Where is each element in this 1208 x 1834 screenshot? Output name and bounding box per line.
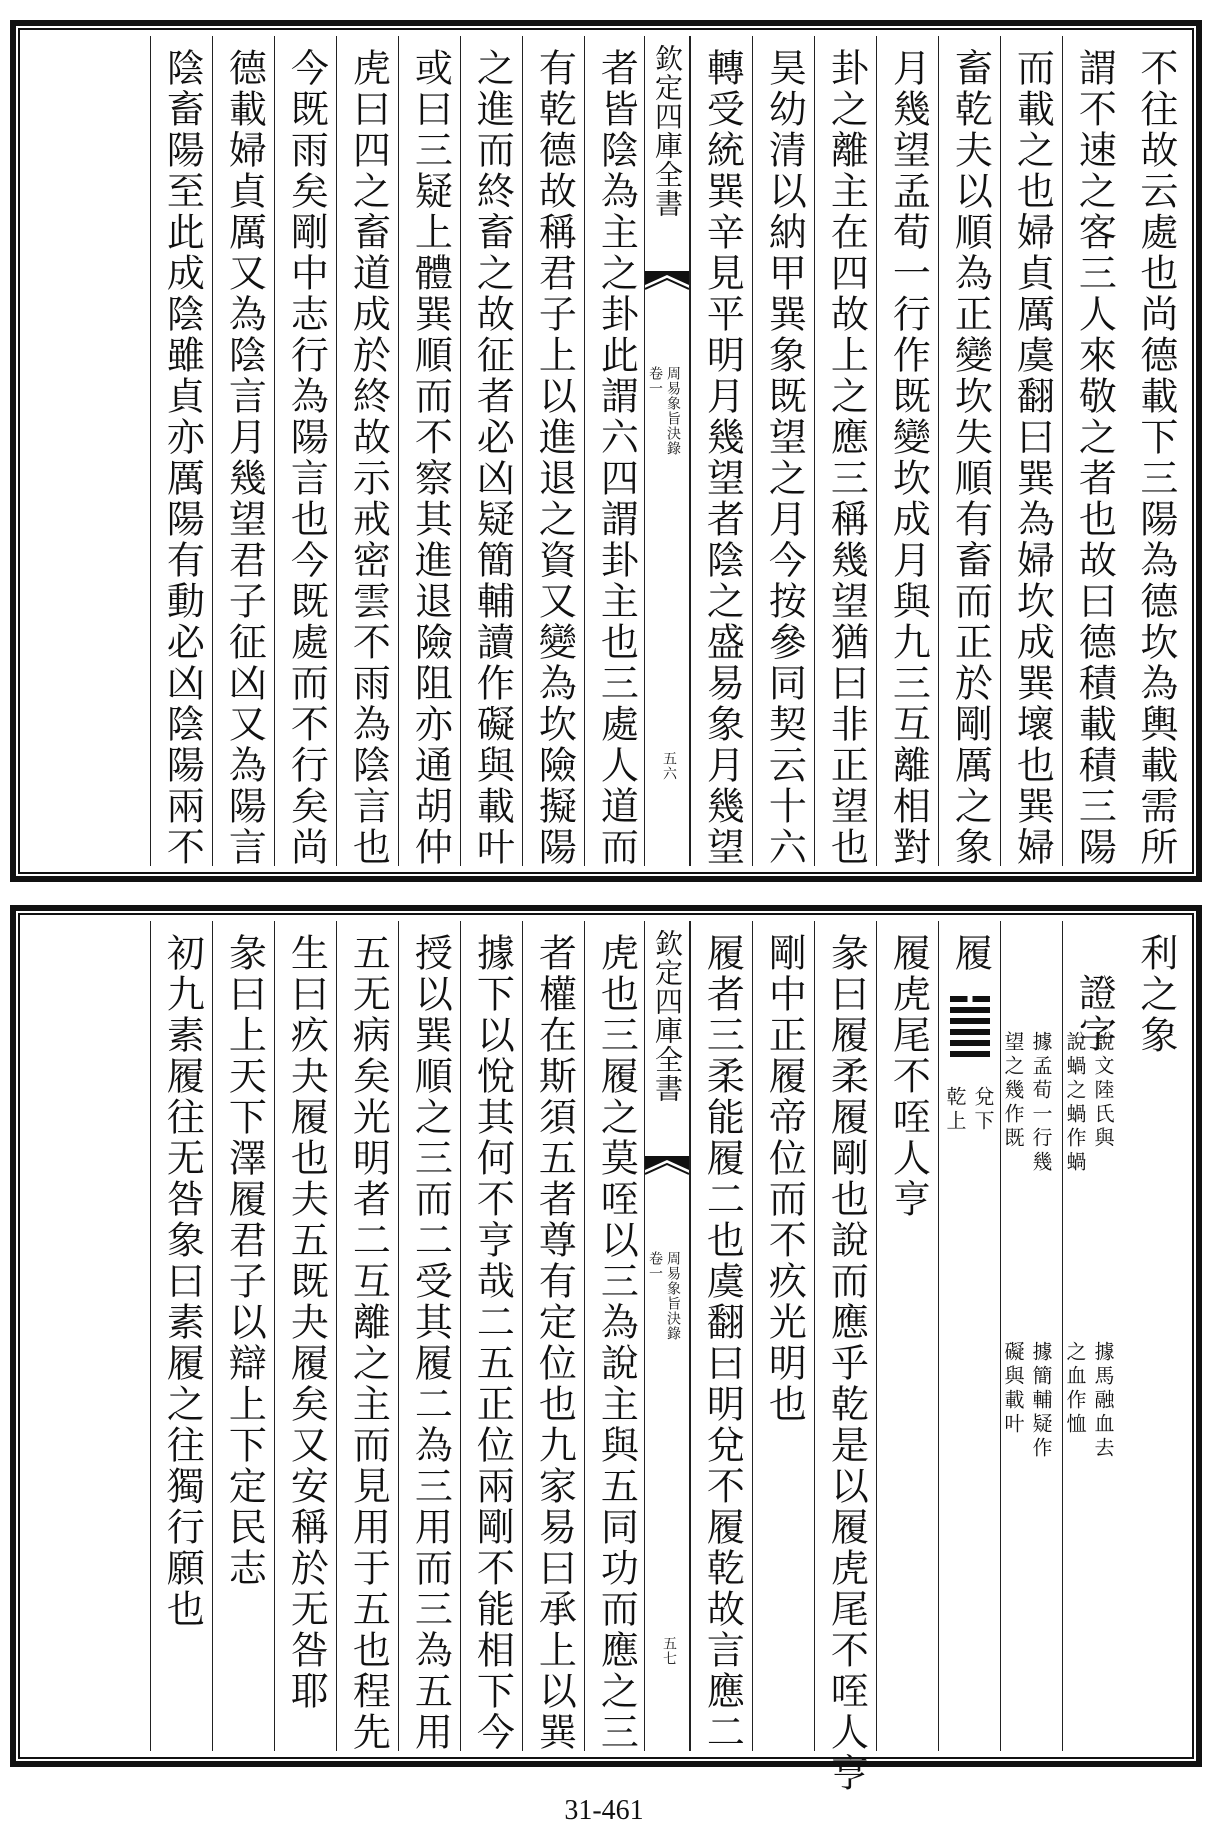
fold-column [644, 36, 690, 866]
fold-volume: 卷一 [647, 1251, 663, 1281]
trigram-lower: 兌下 [971, 1086, 995, 1134]
text-column: 卦之離主在四故上之應三稱幾望猶曰非正望也 [814, 36, 876, 866]
text-column: 月幾望孟荀一行作既變坎成月與九三互離相對 [876, 36, 938, 866]
text-column: 陰畜陽至此成陰雖貞亦厲陽有動必凶陰陽兩不 [150, 36, 212, 866]
text-column: 彖曰履柔履剛也說而應乎乾是以履虎尾不咥人亨 [814, 921, 876, 1751]
bottom-panel-columns [26, 921, 1186, 1794]
text-column: 德載婦貞厲又為陰言月幾望君子征凶又為陽言 [212, 36, 274, 866]
bottom-panel [10, 905, 1202, 1794]
text-column: 據下以悅其何不亨哉二五正位兩剛不能相下今 [460, 921, 522, 1751]
text-column: 履虎尾不咥人亨 [876, 921, 938, 1751]
text-column: 虎也三履之莫咥以三為說主與五同功而應之三 [584, 921, 646, 1751]
fishtail-mark-icon [645, 1156, 689, 1206]
fold-title: 欽定四庫全書 [651, 44, 684, 218]
text-column: 之進而終畜之故征者必凶疑簡輔讀作礙與載叶 [460, 36, 522, 866]
text-column: 利之象 [1133, 933, 1178, 1056]
text-column: 五无病矣光明者二互離之主而見用于五也程先 [336, 921, 398, 1751]
annotation-text: 說蝸之蝸作蝸 [1063, 1031, 1087, 1175]
fold-page-number: 五六 [661, 751, 677, 781]
text-column: 初九素履往无咎象曰素履之往獨行願也 [150, 921, 212, 1751]
text-column: 虎曰四之畜道成於終故示戒密雲不雨為陰言也 [336, 36, 398, 866]
text-column: 不往故云處也尚德載下三陽為德坎為輿載需所 [1133, 48, 1178, 868]
text-column: 畜乾夫以順為正變坎失順有畜而正於剛厲之象 [938, 36, 1000, 866]
fold-column [644, 921, 690, 1751]
text-column: 轉受統巽辛見平明月幾望者陰之盛易象月幾望 [690, 36, 752, 866]
text-column: 或曰三疑上體巽順而不察其進退險阻亦通胡仲 [398, 36, 460, 866]
text-column: 生曰疚夬履也夫五既夬履矣又安稱於无咎耶 [274, 921, 336, 1751]
top-panel [10, 20, 1202, 882]
fold-volume: 卷一 [647, 366, 663, 396]
text-column: 謂不速之客三人來敬之者也故曰德積載積三陽 [1062, 36, 1124, 866]
text-column: 者權在斯須五者尊有定位也九家易曰承上以巽 [522, 921, 584, 1751]
annotation-text: 據簡輔疑作 [1029, 1341, 1053, 1461]
page-number-footer: 31-461 [564, 1795, 644, 1826]
fold-page-number: 五七 [661, 1636, 677, 1666]
text-column: 授以巽順之三而二受其履二為三用而三為五用 [398, 921, 460, 1751]
trigram-upper: 乾上 [943, 1086, 967, 1134]
annotation-text: 據馬融血去 [1091, 1341, 1115, 1461]
annotation-text: 據孟荀一行幾 [1029, 1031, 1053, 1175]
text-column: 今既雨矣剛中志行為陽言也今既處而不行矣尚 [274, 36, 336, 866]
text-column: 剛中正履帝位而不疚光明也 [752, 921, 814, 1751]
hexagram-name: 履 [948, 933, 993, 974]
text-column: 彖曰上天下澤履君子以辯上下定民志 [212, 921, 274, 1751]
fold-title: 欽定四庫全書 [651, 929, 684, 1103]
annotation-text: 礙與載叶 [1001, 1341, 1025, 1437]
text-column: 者皆陰為主之卦此謂六四謂卦主也三處人道而 [584, 36, 646, 866]
annotation-text: 望之幾作既 [1001, 1031, 1025, 1151]
text-column: 昊幼清以納甲巽象既望之月今按參同契云十六 [752, 36, 814, 866]
text-column: 而載之也婦貞厲虞翻曰巽為婦坎成巽壞也巽婦 [1000, 36, 1062, 866]
text-column: 履者三柔能履二也虞翻曰明兌不履乾故言應二 [690, 921, 752, 1751]
annotation-text: 說文陸氏與 [1091, 1031, 1115, 1151]
annotation-text: 之血作恤 [1063, 1341, 1087, 1437]
text-column: 證字 [1062, 921, 1124, 1751]
fishtail-mark-icon [645, 271, 689, 321]
fold-book-name: 周易象旨決錄 [665, 1251, 681, 1341]
text-column: 有乾德故稱君子上以進退之資又變為坎險擬陽 [522, 36, 584, 866]
hexagram-lu-icon [950, 996, 990, 1062]
top-panel-columns [26, 36, 1186, 866]
fold-book-name: 周易象旨決錄 [665, 366, 681, 456]
